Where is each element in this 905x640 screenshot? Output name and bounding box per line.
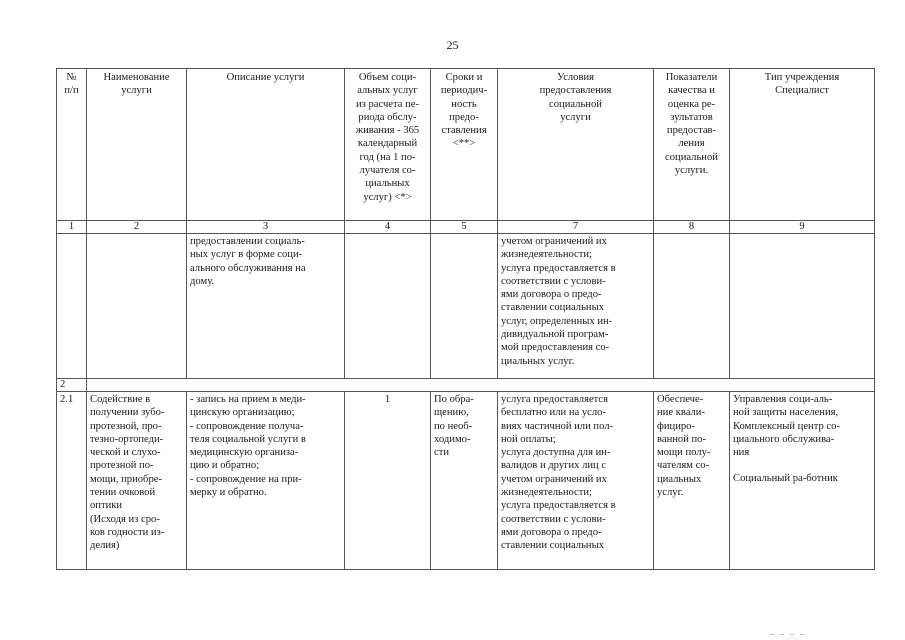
terms-cell [431, 392, 498, 570]
text-line: Содействие в [90, 394, 151, 405]
text-line: Условия [556, 72, 595, 83]
text-line: Обеспече- [657, 394, 704, 405]
text-line: услуг) <*> [363, 191, 412, 203]
text-line: мерку и обратно. [190, 487, 267, 499]
text-line: Сроки и [445, 72, 483, 83]
text-line: Наименование [103, 72, 170, 83]
text-line: периодич- [440, 85, 488, 97]
text-line: социальной [665, 151, 718, 163]
text-line: Управления соци-аль- [733, 394, 833, 405]
text-line: услуга предоставляется [501, 394, 608, 405]
text-line: из расчета пе- [355, 98, 420, 110]
column-number: 9 [730, 221, 875, 234]
text-line: Специалист [775, 85, 829, 97]
text-line: лучателя со- [359, 165, 416, 177]
text-line: зультатов [670, 111, 713, 123]
text-line: циальных [365, 178, 410, 190]
header-quality-indicators [654, 69, 730, 221]
section-title-cell [87, 379, 875, 392]
text-line: дивидуальной програм- [501, 329, 609, 341]
column-number: 8 [654, 221, 730, 234]
volume-cell: 1 [345, 392, 431, 570]
text-line: Тип учреждения [764, 72, 840, 83]
text-line: услуги [560, 111, 591, 123]
specialist [733, 472, 871, 485]
text-line: Показатели [665, 72, 718, 83]
empty-cell [654, 234, 730, 379]
text-line: ность [451, 98, 477, 110]
text-line: протезной, про- [90, 420, 162, 432]
text-line: ных услуг в форме соци- [190, 249, 303, 261]
text-line: сти [434, 447, 450, 459]
text-line: жизнедеятельности; [501, 487, 592, 499]
table-row [57, 234, 875, 379]
text-line: медицинскую организа- [190, 447, 299, 459]
text-line: чателям со- [657, 460, 710, 472]
text-line: ями договора о предо- [501, 526, 602, 538]
scan-artifact [770, 622, 830, 628]
header-terms [431, 69, 498, 221]
text-line: ков годности из- [90, 526, 165, 538]
text-line: ческой и слухо- [90, 447, 161, 459]
empty-cell [57, 234, 87, 379]
table-row [57, 392, 875, 570]
empty-cell [87, 234, 187, 379]
text-line: циальных услуг. [501, 355, 575, 367]
text-line: циальных [657, 473, 702, 485]
text-line: ванной по- [657, 433, 707, 445]
quality-cell [654, 392, 730, 570]
text-line: ной оплаты; [501, 433, 556, 445]
text-line: циального обслужива- [733, 433, 835, 445]
text-line: дому. [190, 275, 215, 287]
text-line: мощи полу- [657, 447, 711, 459]
header-institution-type [730, 69, 875, 221]
text-line: предо- [449, 111, 479, 123]
column-number: 1 [57, 221, 87, 234]
text-line: тении очковой [90, 487, 156, 499]
text-line: ной защиты населения, [733, 407, 839, 419]
conditions-cell [498, 234, 654, 379]
services-table [56, 68, 875, 570]
text-line: протезной по- [90, 460, 154, 472]
text-line: риода обслу- [358, 111, 417, 123]
text-line: календарный [357, 138, 418, 150]
text-line: соответствии с услови- [501, 513, 606, 525]
text-line: учетом ограничений их [501, 236, 607, 247]
description-cell [187, 392, 345, 570]
text-line: <**> [452, 138, 476, 150]
column-number: 2 [87, 221, 187, 234]
text-line: ставлении социальных [501, 302, 605, 314]
text-line: ального обслуживания на [190, 262, 306, 274]
section-row [57, 379, 875, 392]
table-header-row [57, 69, 875, 221]
text-line: услуга предоставляется в [501, 262, 616, 274]
text-line: живания - 365 [355, 125, 420, 137]
text-line: - сопровождение на при- [190, 473, 302, 485]
text-line: мощи, приобре- [90, 473, 162, 485]
text-line: п/п [64, 85, 79, 97]
page-number: 25 [446, 38, 459, 52]
text-line: делия) [90, 540, 120, 552]
text-line: предоставлении социаль- [190, 236, 305, 247]
text-line: предоставления [539, 85, 612, 97]
text-line: оптики [90, 500, 123, 512]
service-name-cell [87, 392, 187, 570]
text-line: услуга предоставляется в [501, 500, 616, 512]
text-line: ставлении социальных [501, 540, 605, 552]
empty-cell [431, 234, 498, 379]
text-line: Описание услуги [226, 72, 305, 83]
conditions-cell [498, 392, 654, 570]
header-service-name [87, 69, 187, 221]
header-volume [345, 69, 431, 221]
text-line: щению, [434, 407, 469, 419]
text-line: ние квали- [657, 407, 705, 419]
text-line: учетом ограничений их [501, 473, 607, 485]
text-line: (Исходя из сро- [90, 513, 160, 525]
text-line: услуги. [674, 165, 709, 177]
text-line: Объем соци- [358, 72, 417, 83]
column-number: 3 [187, 221, 345, 234]
institution-cell [730, 392, 875, 570]
row-number: 2.1 [57, 392, 87, 570]
text-line: услуга доступна для ин- [501, 447, 611, 459]
column-number: 7 [498, 221, 654, 234]
text-line: год (на 1 по- [359, 151, 416, 163]
text-line: соответствии с услови- [501, 275, 606, 287]
text-line: тезно-ортопеди- [90, 433, 164, 445]
text-line: предостав- [666, 125, 717, 137]
text-line: качества и [668, 85, 715, 97]
empty-cell [345, 234, 431, 379]
text-line: ления [678, 138, 705, 150]
text-line: цию и обратно; [190, 460, 260, 472]
text-line: по необ- [434, 420, 473, 432]
text-line: жизнедеятельности; [501, 249, 592, 261]
empty-cell [730, 234, 875, 379]
text-line: Социальный ра-ботник [733, 473, 838, 485]
column-number: 5 [431, 221, 498, 234]
text-line: ставления [441, 125, 487, 137]
text-line: Комплексный центр со- [733, 420, 840, 432]
institution-type [733, 393, 871, 459]
spacer [733, 459, 871, 472]
text-line: - сопровождение получа- [190, 420, 304, 432]
column-number: 4 [345, 221, 431, 234]
text-line: услуги [121, 85, 152, 97]
description-cell [187, 234, 345, 379]
text-line: фициро- [657, 420, 695, 432]
text-line: получении зубо- [90, 407, 165, 419]
text-line: валидов и других лиц с [501, 460, 607, 472]
text-line: теля социальной услуги в [190, 433, 306, 445]
column-number-row [57, 221, 875, 234]
text-line: ходимо- [434, 433, 471, 445]
header-conditions [498, 69, 654, 221]
text-line: № [66, 72, 77, 83]
text-line: ния [733, 447, 750, 459]
text-line: услуг. [657, 487, 684, 499]
text-line: услуг, определенных ин- [501, 315, 613, 327]
text-line: альных услуг [357, 85, 418, 97]
text-line: социальной [549, 98, 602, 110]
text-line: - запись на прием в меди- [190, 394, 306, 405]
text-line: мой предоставления со- [501, 342, 610, 354]
text-line: виях частичной или пол- [501, 420, 614, 432]
text-line: бесплатно или на усло- [501, 407, 606, 419]
header-service-description [187, 69, 345, 221]
section-number: 2 [57, 379, 87, 392]
text-line: цинскую организацию; [190, 407, 295, 419]
header-num [57, 69, 87, 221]
text-line: По обра- [434, 394, 474, 405]
text-line: оценка ре- [667, 98, 716, 110]
text-line: ями договора о предо- [501, 289, 602, 301]
